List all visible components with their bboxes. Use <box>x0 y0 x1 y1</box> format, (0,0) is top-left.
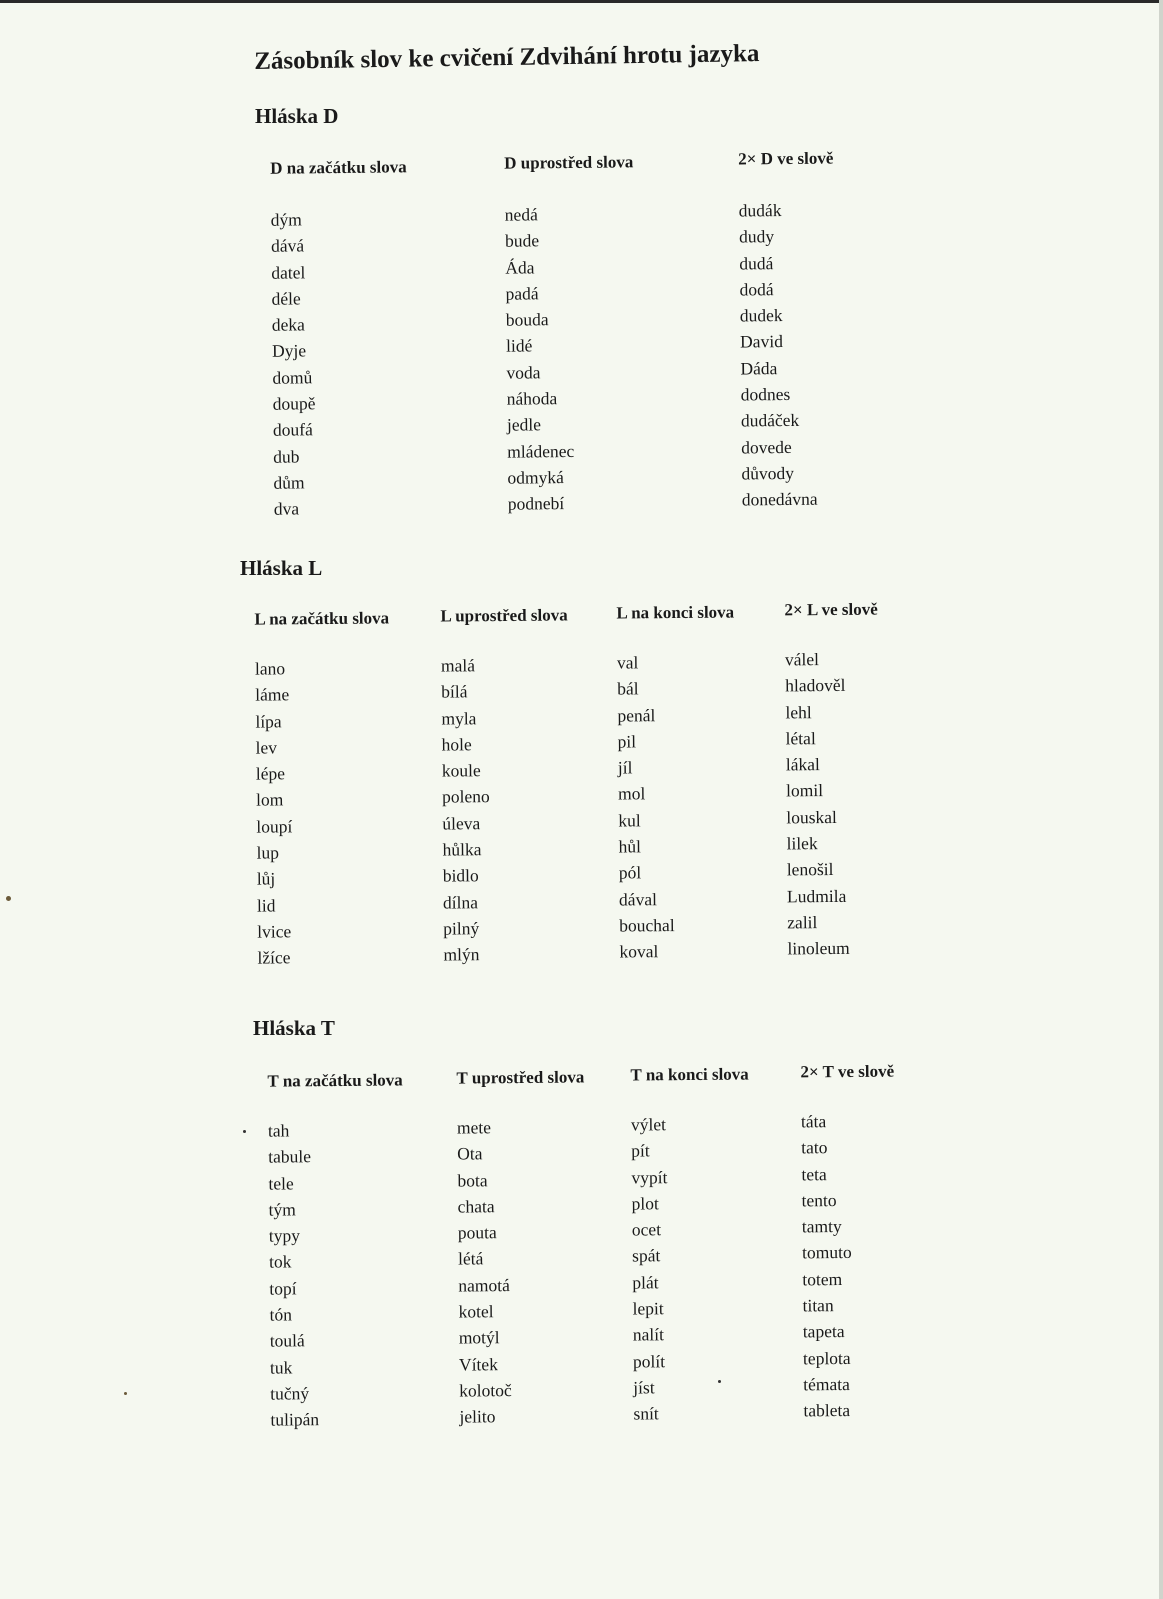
list-item: důvody <box>741 462 795 484</box>
list-item: lepit <box>632 1298 664 1319</box>
list-item: kotel <box>458 1301 494 1322</box>
list-item: déle <box>271 288 301 309</box>
list-item: polít <box>632 1350 666 1372</box>
list-item: bouchal <box>619 914 675 936</box>
list-item: bál <box>617 678 639 699</box>
list-item: táta <box>800 1111 827 1132</box>
list-item: odmyká <box>507 467 564 488</box>
word-list <box>255 654 392 971</box>
column-header: D na začátku slova <box>270 157 407 178</box>
column-header: T na konci slova <box>630 1064 749 1085</box>
list-item: Áda <box>505 256 535 278</box>
list-item: lvice <box>257 921 292 942</box>
list-item: lomil <box>785 780 824 801</box>
list-item: dým <box>270 209 302 230</box>
list-item: náhoda <box>506 388 558 409</box>
list-item: tato <box>801 1137 828 1158</box>
list-item: létal <box>785 728 816 749</box>
list-item: tele <box>268 1172 294 1194</box>
list-item: val <box>616 652 639 673</box>
section-heading-l: Hláska L <box>240 556 323 580</box>
list-item: myla <box>441 707 477 729</box>
list-item: jíl <box>617 757 633 778</box>
list-item: dva <box>273 498 300 519</box>
list-item: jedle <box>506 414 542 436</box>
list-item: lehl <box>785 701 812 723</box>
list-item: dudek <box>739 305 783 326</box>
column-t-middle <box>456 1067 587 1430</box>
list-item: lžíce <box>257 947 291 968</box>
scan-speck <box>718 1380 721 1383</box>
word-list <box>739 197 837 514</box>
list-item: padá <box>505 283 539 304</box>
column-header: 2× T ve slově <box>800 1061 895 1082</box>
word-list <box>785 646 881 962</box>
list-item: lákal <box>785 754 820 775</box>
list-item: Ludmila <box>786 885 847 907</box>
list-item: hůlka <box>442 839 482 860</box>
list-item: teta <box>801 1163 827 1185</box>
list-item: linoleum <box>787 938 850 959</box>
list-item: tableta <box>803 1400 851 1421</box>
list-item: bílá <box>441 681 468 702</box>
list-item: dovede <box>741 436 792 458</box>
word-list <box>617 648 737 965</box>
list-item: Dáda <box>740 357 778 379</box>
column-header: 2× D ve slově <box>738 148 834 169</box>
list-item: typy <box>268 1225 301 1246</box>
list-item: hladověl <box>785 675 846 696</box>
list-item: Vítek <box>458 1353 498 1375</box>
list-item: podnebí <box>507 493 565 514</box>
word-list <box>505 200 637 517</box>
column-l-middle <box>440 605 570 968</box>
word-list <box>801 1108 897 1424</box>
list-item: plát <box>632 1272 659 1293</box>
list-item: nedá <box>504 204 538 225</box>
list-item: dává <box>270 235 305 257</box>
column-header: T na začátku slova <box>267 1070 403 1091</box>
list-item: Ota <box>457 1143 483 1164</box>
list-item: plot <box>631 1193 659 1214</box>
list-item: dodá <box>739 279 774 300</box>
list-item: pól <box>618 862 642 883</box>
list-item: pil <box>617 731 637 752</box>
list-item: lépe <box>255 763 286 784</box>
list-item: dodnes <box>740 384 791 405</box>
list-item: lom <box>255 789 284 811</box>
list-item: nalít <box>632 1324 664 1345</box>
list-item: chata <box>457 1196 495 1217</box>
list-item: lup <box>256 842 280 863</box>
list-item: tok <box>268 1251 292 1273</box>
list-item: tapeta <box>802 1321 845 1342</box>
list-item: létá <box>457 1248 484 1270</box>
list-item: bidlo <box>442 865 479 886</box>
list-item: tón <box>269 1304 293 1325</box>
list-item: úleva <box>442 813 481 834</box>
list-item: vypít <box>631 1166 668 1188</box>
list-item: dub <box>273 446 300 467</box>
list-item: lid <box>256 895 276 916</box>
column-header: L uprostřed slova <box>440 605 568 626</box>
list-item: titan <box>802 1295 834 1316</box>
scan-right-edge <box>1159 0 1163 1599</box>
list-item: spát <box>631 1245 661 1266</box>
section-heading-d: Hláska D <box>255 104 339 128</box>
list-item: motýl <box>458 1327 500 1348</box>
list-item: topí <box>269 1278 297 1299</box>
list-item: bude <box>504 230 540 251</box>
list-item: doufá <box>272 419 313 441</box>
list-item: domů <box>272 367 313 388</box>
list-item: lilek <box>786 833 818 854</box>
list-item: teplota <box>802 1347 851 1369</box>
list-item: dům <box>273 472 305 493</box>
word-list <box>441 651 571 968</box>
list-item: louskal <box>786 806 837 828</box>
list-item: deka <box>271 314 305 335</box>
list-item: hole <box>441 734 472 755</box>
list-item: tomuto <box>801 1242 852 1263</box>
list-item: mete <box>456 1117 492 1138</box>
list-item: datel <box>271 261 306 283</box>
list-item: tučný <box>270 1383 310 1404</box>
list-item: jelito <box>459 1406 496 1427</box>
list-item: mlýn <box>443 944 480 965</box>
column-header: L na konci slova <box>616 602 735 623</box>
list-item: lenošil <box>786 859 834 880</box>
list-item: témata <box>803 1373 850 1395</box>
word-list <box>631 1110 752 1427</box>
column-t-double <box>800 1062 897 1424</box>
column-d-start <box>270 157 410 522</box>
list-item: kul <box>618 810 641 831</box>
column-t-start <box>267 1070 405 1433</box>
list-item: penál <box>617 704 656 726</box>
column-header: D uprostřed slova <box>504 152 634 173</box>
word-list <box>271 205 411 522</box>
list-item: tulipán <box>270 1409 320 1430</box>
list-item: tamty <box>801 1216 842 1237</box>
list-item: lípa <box>255 710 282 732</box>
column-d-middle <box>504 152 637 517</box>
list-item: mol <box>617 783 646 804</box>
list-item: ocet <box>631 1219 662 1240</box>
list-item: bota <box>457 1169 488 1191</box>
list-item: válel <box>784 649 820 670</box>
column-l-double <box>784 600 880 962</box>
list-item: malá <box>440 655 476 676</box>
list-item: lev <box>255 737 278 758</box>
list-item: bouda <box>505 309 549 330</box>
list-item: dudák <box>738 200 782 221</box>
list-item: dílna <box>442 891 479 913</box>
list-item: zalil <box>787 912 818 933</box>
list-item: dudáček <box>740 410 800 431</box>
list-item: dával <box>618 888 657 910</box>
list-item: kolotoč <box>459 1380 512 1401</box>
list-item: výlet <box>630 1114 667 1135</box>
scan-top-edge <box>0 0 1163 3</box>
list-item: tabule <box>268 1146 312 1167</box>
list-item: tuk <box>269 1357 293 1378</box>
column-header: L na začátku slova <box>254 608 390 629</box>
list-item: Dyje <box>272 340 307 362</box>
list-item: dudá <box>739 252 774 274</box>
list-item: poleno <box>441 786 490 808</box>
scan-speck <box>243 1130 246 1133</box>
list-item: totem <box>802 1268 843 1290</box>
list-item: donedávna <box>741 488 818 510</box>
column-d-double <box>738 149 837 514</box>
list-item: dudy <box>738 226 775 247</box>
list-item: snít <box>633 1403 659 1424</box>
list-item: láme <box>255 684 290 705</box>
list-item: koval <box>619 941 659 962</box>
list-item: toulá <box>269 1330 305 1351</box>
list-item: koule <box>441 760 481 781</box>
column-l-start <box>254 608 392 971</box>
list-item: pít <box>631 1140 650 1161</box>
scan-speck <box>124 1392 127 1395</box>
list-item: tah <box>267 1120 290 1141</box>
list-item: jíst <box>633 1377 655 1398</box>
list-item: lůj <box>256 868 276 889</box>
list-item: loupí <box>256 816 293 837</box>
scan-speck <box>6 896 11 901</box>
list-item: doupě <box>272 393 316 414</box>
column-l-end <box>616 602 737 965</box>
list-item: namotá <box>458 1274 510 1296</box>
list-item: lidé <box>506 335 533 357</box>
word-list <box>268 1116 406 1433</box>
column-t-end <box>630 1064 751 1427</box>
list-item: David <box>740 331 783 352</box>
list-item: mládenec <box>507 440 575 462</box>
document-title: Zásobník slov ke cvičení Zdvihání hrotu jazyka <box>254 40 760 75</box>
column-header: T uprostřed slova <box>456 1067 585 1088</box>
list-item: tým <box>268 1199 296 1220</box>
list-item: lano <box>254 658 286 679</box>
list-item: hůl <box>618 836 642 857</box>
list-item: pilný <box>443 918 480 939</box>
word-list <box>457 1113 588 1430</box>
column-header: 2× L ve slově <box>784 599 878 620</box>
list-item: pouta <box>457 1222 497 1243</box>
section-heading-t: Hláska T <box>253 1016 335 1040</box>
list-item: tento <box>801 1189 837 1211</box>
list-item: voda <box>506 362 541 383</box>
